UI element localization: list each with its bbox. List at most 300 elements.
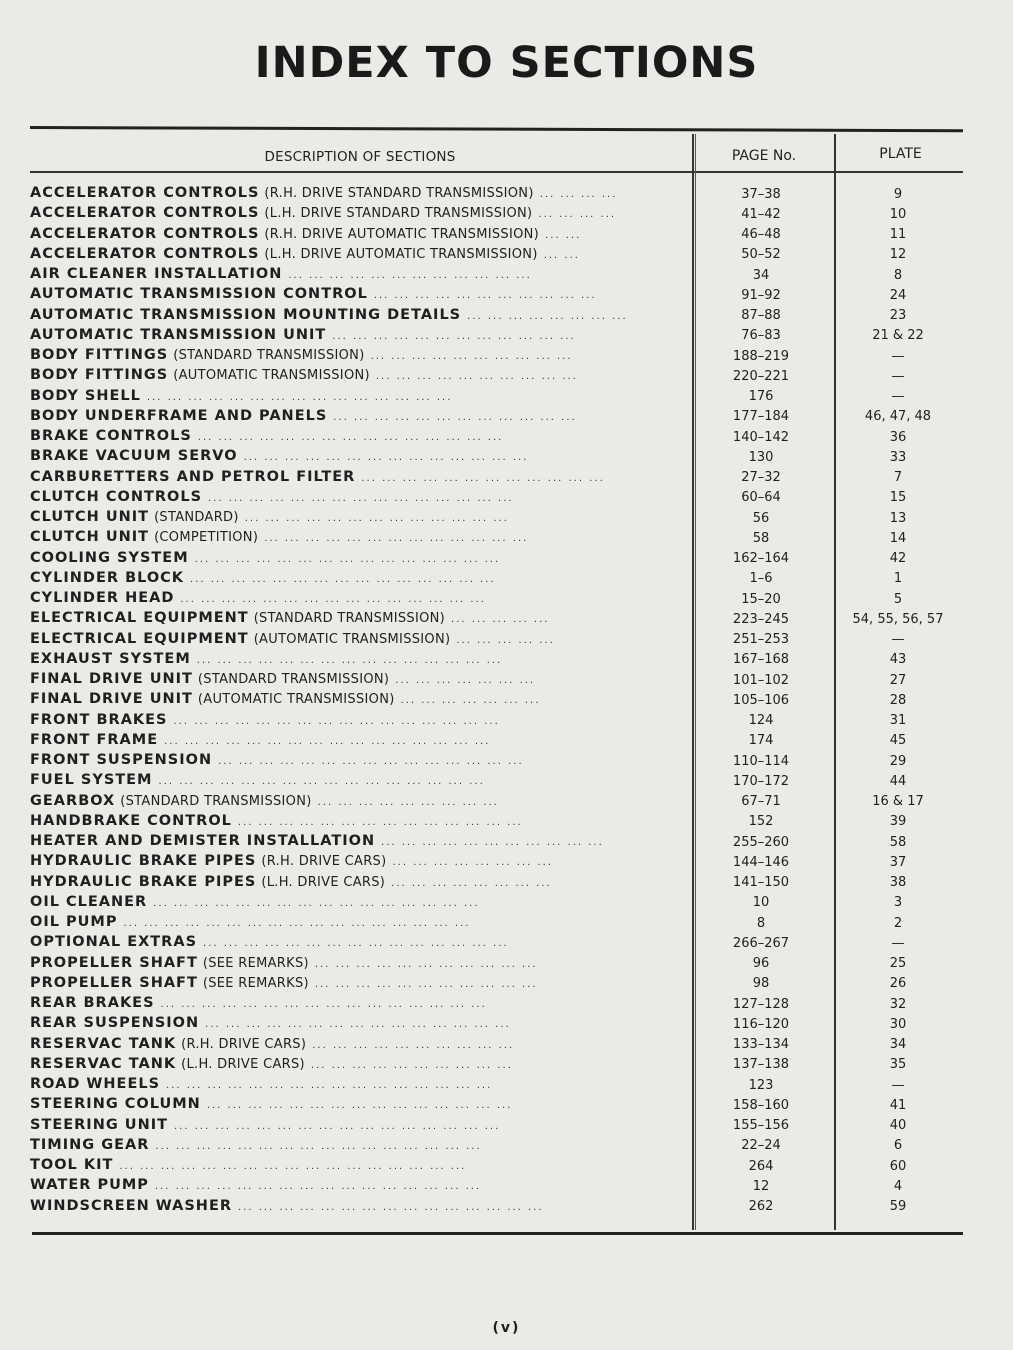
plate-number-cell: 27 [889,672,907,688]
page-number-cell: 101–102 [732,672,790,688]
table-row [30,690,963,710]
plate-number-cell: 35 [889,1057,907,1073]
section-description [30,244,690,266]
section-name: CLUTCH UNIT [30,509,150,526]
section-name: BODY SHELL [30,387,141,404]
table-row [30,933,963,953]
section-name: REAR BRAKES [30,995,155,1012]
section-description [30,811,690,833]
leader-dots: ... ... ... ... ... ... ... ... ... ... ... [314,978,538,990]
section-name: ROAD WHEELS [30,1076,161,1093]
leader-dots: ... ... ... ... ... ... ... ... ... ... ... ... ... ... [237,816,523,828]
section-name: TIMING GEAR [30,1136,150,1153]
plate-number-cell: 40 [889,1118,907,1134]
section-name: RESERVAC TANK [30,1035,177,1052]
leader-dots: ... ... ... ... ... ... ... ... ... ... [370,351,573,363]
page-number-cell: 8 [756,915,766,931]
plate-number-cell: 36 [889,429,907,445]
section-name: OIL CLEANER [30,893,148,910]
leader-dots: ... ... ... ... ... ... ... ... [467,310,628,322]
page-number-cell: 34 [752,267,770,283]
section-name: BODY FITTINGS [30,347,169,364]
leader-dots: ... ... ... ... ... ... ... ... ... ... ... ... ... ... ... ... [160,999,487,1011]
section-name: PROPELLER SHAFT [30,974,198,991]
plate-number-cell: 16 & 17 [872,794,924,810]
section-remark: (R.H. DRIVE CARS) [181,1036,307,1052]
leader-dots: ... ... ... ... ... ... ... ... ... ... ... ... ... ... ... ... [153,897,480,909]
table-row [30,994,963,1014]
section-name: CARBURETTERS AND PETROL FILTER [30,468,356,485]
section-name: WINDSCREEN WASHER [30,1197,233,1214]
section-remark: (L.H. DRIVE CARS) [181,1056,305,1072]
section-name: AIR CLEANER INSTALLATION [30,266,283,283]
section-name: STEERING UNIT [30,1116,168,1133]
section-description [30,568,690,590]
section-name: ACCELERATOR CONTROLS [30,185,260,202]
plate-number-cell: 28 [889,692,907,708]
plate-number-cell: — [891,348,905,364]
section-description [30,183,690,205]
section-name: HYDRAULIC BRAKE PIPES [30,873,257,890]
section-remark: (L.H. DRIVE CARS) [261,874,386,890]
plate-number-cell: 13 [889,510,907,526]
table-row [30,265,963,285]
table-row [30,893,963,913]
page-number-cell: 58 [752,530,770,546]
section-description [30,406,690,428]
table-row [30,225,963,245]
section-name: ACCELERATOR CONTROLS [30,245,260,262]
section-name: COOLING SYSTEM [30,549,189,566]
leader-dots: ... ... ... ... ... ... ... ... ... ... ... ... ... ... ... [238,1201,544,1213]
table-row [30,792,963,812]
leader-dots: ... ... ... ... ... ... ... ... ... ... ... ... ... [264,533,529,545]
page-number-cell: 137–138 [732,1057,790,1073]
section-description [30,689,690,711]
section-name: ACCELERATOR CONTROLS [30,205,260,222]
plate-number-cell: — [891,935,905,951]
section-description [30,548,690,570]
leader-dots: ... ... ... ... ... ... ... ... ... ... ... ... ... ... ... [180,594,486,606]
section-description [30,588,690,610]
section-description [30,953,690,975]
section-description [30,365,690,387]
leader-dots: ... ... ... ... ... ... ... ... ... ... ... [373,290,597,302]
table-row [30,245,963,265]
section-remark: (SEE REMARKS) [202,955,309,971]
section-name: HYDRAULIC BRAKE PIPES [30,853,257,870]
table-row [30,650,963,670]
table-row [30,913,963,933]
page-number-cell: 264 [748,1158,774,1174]
section-description [30,629,690,651]
plate-number-cell: 15 [889,490,907,506]
plate-number-cell: 1 [893,571,903,587]
leader-dots: ... ... ... ... ... ... ... ... ... ... ... ... [288,270,532,282]
page-number-cell: 220–221 [732,368,790,384]
page-number-cell: 177–184 [732,409,790,425]
leader-dots: ... ... ... ... ... ... ... ... ... ... ... ... ... ... ... [208,492,514,504]
leader-dots: ... ... ... ... ... ... ... ... ... ... ... ... ... ... ... ... ... [123,918,471,930]
section-name: FRONT FRAME [30,731,159,748]
section-name: FINAL DRIVE UNIT [30,671,193,688]
table-row [30,346,963,366]
page-number-cell: 50–52 [741,247,781,263]
leader-dots: ... ... ... ... ... ... ... ... ... ... ... ... ... ... ... ... [174,1120,501,1132]
plate-number-cell: 43 [889,652,907,668]
section-remark: (STANDARD TRANSMISSION) [173,348,365,364]
plate-number-cell: 29 [889,753,907,769]
plate-number-cell: 46, 47, 48 [864,409,932,425]
section-name: HEATER AND DEMISTER INSTALLATION [30,833,376,850]
section-remark: (STANDARD TRANSMISSION) [253,611,446,627]
table-row [30,771,963,791]
section-description [30,264,690,286]
leader-dots: ... ... ... ... ... ... ... ... ... ... ... ... ... ... ... [190,573,496,585]
leader-dots: ... ... ... ... ... ... ... [400,695,541,707]
section-description [30,224,690,246]
section-description [30,284,690,306]
table-row [30,1095,963,1115]
section-description [30,1054,690,1076]
table-row [30,285,963,305]
leader-dots: ... ... ... ... ... [456,634,555,646]
section-name: FRONT SUSPENSION [30,752,213,769]
plate-number-cell: 3 [893,895,903,911]
plate-number-cell: — [891,1077,905,1093]
page-number: (v) [492,1320,521,1336]
section-description [30,1135,690,1157]
table-row [30,1116,963,1136]
section-name: ELECTRICAL EQUIPMENT [30,610,249,627]
page-number-cell: 155–156 [732,1118,790,1134]
leader-dots: ... ... ... ... ... ... ... ... ... ... ... [381,837,604,849]
section-description [30,1155,690,1177]
table-row [30,468,963,488]
section-description [30,1013,690,1035]
page-number-cell: 41–42 [741,206,781,222]
section-name: HANDBRAKE CONTROL [30,812,232,829]
table-row [30,447,963,467]
section-name: GEARBOX [30,792,116,809]
leader-dots: ... ... ... ... ... ... ... ... ... ... ... ... ... ... ... [194,553,501,565]
table-row [30,306,963,326]
section-description [30,1115,690,1137]
page-number-cell: 116–120 [732,1016,790,1032]
plate-number-cell: 34 [889,1037,907,1053]
section-name: CLUTCH UNIT [30,529,150,546]
section-description [30,892,690,914]
table-row [30,812,963,832]
section-remark: (AUTOMATIC TRANSMISSION) [253,631,451,647]
page-number-cell: 98 [752,976,770,992]
section-name: OPTIONAL EXTRAS [30,934,198,951]
section-description [30,791,690,813]
section-name: BODY UNDERFRAME AND PANELS [30,407,328,424]
page-number-cell: 15–20 [741,591,781,607]
section-name: ACCELERATOR CONTROLS [30,225,260,242]
section-name: OIL PUMP [30,914,118,931]
table-header-rule [30,171,963,173]
section-description [30,507,690,529]
section-name: AUTOMATIC TRANSMISSION CONTROL [30,286,368,303]
page-number-cell: 10 [752,895,770,911]
plate-number-cell: — [891,389,905,405]
plate-number-cell: 11 [889,227,907,243]
section-remark: (R.H. DRIVE STANDARD TRANSMISSION) [264,186,534,202]
section-description [30,1175,690,1197]
section-remark: (AUTOMATIC TRANSMISSION) [197,692,395,708]
section-description [30,730,690,752]
section-remark: (L.H. DRIVE AUTOMATIC TRANSMISSION) [264,246,538,262]
page-number-cell: 170–172 [732,773,790,789]
leader-dots: ... ... ... ... ... ... ... ... ... ... ... ... ... ... ... ... ... [119,1161,467,1173]
plate-number-cell: 30 [889,1016,907,1032]
section-description [30,467,690,489]
section-description [30,203,690,225]
section-remark: (STANDARD) [154,510,239,526]
table-row [30,873,963,893]
section-description [30,608,690,630]
section-name: FRONT BRAKES [30,711,168,728]
table-row [30,670,963,690]
table-row [30,184,963,204]
leader-dots: ... ... ... ... ... ... ... ... ... ... ... ... [332,330,576,342]
section-name: BODY FITTINGS [30,367,169,384]
page-number-cell: 110–114 [732,753,790,769]
leader-dots: ... ... ... ... ... ... ... ... ... ... ... ... ... ... ... [205,1019,511,1031]
section-name: BRAKE VACUUM SERVO [30,448,238,465]
plate-number-cell: 58 [889,834,907,850]
table-row [30,1055,963,1075]
table-row [30,974,963,994]
page-number-cell: 124 [748,713,774,729]
plate-number-cell: 7 [893,470,903,486]
leader-dots: ... ... ... ... ... ... ... ... ... ... ... ... ... ... ... [196,654,503,666]
section-remark: (STANDARD TRANSMISSION) [197,672,390,688]
table-row [30,488,963,508]
page-number-cell: 46–48 [741,227,781,243]
plate-number-cell: 21 & 22 [872,328,924,344]
table-top-rule [30,126,963,132]
section-description [30,426,690,448]
plate-number-cell: 9 [893,186,903,202]
plate-number-cell: 38 [889,875,907,891]
leader-dots: ... ... ... ... ... ... ... ... ... ... [375,371,578,383]
leader-dots: ... ... ... ... ... ... ... ... ... ... ... [314,958,538,970]
leader-dots: ... ... ... ... ... ... ... ... ... ... [310,1059,513,1071]
page-number-cell: 174 [748,733,774,749]
table-row [30,549,963,569]
leader-dots: ... ... ... ... ... ... ... [395,675,536,687]
table-row [30,326,963,346]
plate-number-cell: 4 [893,1178,903,1194]
leader-dots: ... ... [545,229,582,241]
plate-number-cell: 44 [889,773,907,789]
section-description [30,912,690,934]
section-description [30,851,690,873]
leader-dots: ... ... ... ... ... ... ... ... [391,877,552,889]
section-description [30,932,690,954]
table-row [30,366,963,386]
section-description [30,487,690,509]
section-name: EXHAUST SYSTEM [30,650,191,667]
page-number-cell: 176 [748,389,774,405]
table-row [30,1035,963,1055]
plate-number-cell: 31 [889,713,907,729]
leader-dots: ... ... ... ... ... ... ... ... ... ... ... ... ... ... ... ... [155,1140,482,1152]
section-description [30,750,690,772]
leader-dots: ... ... ... ... [538,209,617,221]
page-number-cell: 60–64 [741,490,781,506]
section-name: BRAKE CONTROLS [30,428,192,445]
page-number-cell: 144–146 [732,854,790,870]
section-name: FUEL SYSTEM [30,772,153,789]
page-number-cell: 167–168 [732,652,790,668]
page-number-cell: 22–24 [741,1138,781,1154]
leader-dots: ... ... ... ... ... ... ... ... ... ... ... ... ... [244,513,509,525]
plate-number-cell: 42 [889,551,907,567]
table-row [30,630,963,650]
leader-dots: ... ... ... ... ... ... ... ... ... ... [312,1039,515,1051]
section-description [30,770,690,792]
leader-dots: ... ... ... ... ... ... ... ... ... ... ... ... ... ... ... [146,391,453,403]
page-number-cell: 1–6 [749,571,773,587]
page-number-cell: 130 [748,449,774,465]
page-number-cell: 251–253 [732,632,790,648]
leader-dots: ... ... ... ... ... ... ... ... ... ... ... ... ... ... ... ... [154,1181,482,1193]
section-name: PROPELLER SHAFT [30,954,198,971]
table-row [30,832,963,852]
plate-number-cell: 26 [889,976,907,992]
plate-number-cell: 12 [889,247,907,263]
plate-number-cell: 54, 55, 56, 57 [852,611,944,627]
section-description [30,710,690,732]
page-number-cell: 56 [752,510,770,526]
plate-number-cell: 23 [889,308,907,324]
section-remark: (COMPETITION) [154,530,259,546]
page-number-cell: 255–260 [732,834,790,850]
plate-number-cell: 41 [889,1097,907,1113]
table-row [30,1014,963,1034]
section-description [30,993,690,1015]
leader-dots: ... ... ... ... ... ... ... ... ... ... ... ... ... ... ... [218,756,524,768]
leader-dots: ... ... ... ... ... ... ... ... ... ... ... ... [333,411,577,423]
plate-number-cell: 60 [889,1158,907,1174]
plate-number-cell: 24 [889,287,907,303]
section-remark: (R.H. DRIVE CARS) [261,854,387,870]
table-row [30,711,963,731]
page-number-cell: 188–219 [732,348,790,364]
header-description: DESCRIPTION OF SECTIONS [264,149,456,165]
page-number-cell: 133–134 [732,1037,790,1053]
page-number-cell: 162–164 [732,551,790,567]
plate-number-cell: 59 [889,1199,907,1215]
plate-number-cell: 45 [889,733,907,749]
leader-dots: ... ... ... ... ... ... ... ... ... ... ... ... ... ... ... [203,938,509,950]
section-description [30,527,690,549]
table-row [30,387,963,407]
table-row [30,204,963,224]
section-name: REAR SUSPENSION [30,1015,200,1032]
page-number-cell: 140–142 [732,429,790,445]
table-bottom-rule [32,1232,963,1235]
plate-number-cell: 10 [889,206,907,222]
section-description [30,386,690,408]
page-number-cell: 123 [748,1077,774,1093]
leader-dots: ... ... ... ... ... ... ... ... ... ... ... ... ... ... [243,452,529,464]
section-description [30,649,690,671]
plate-number-cell: — [891,368,905,384]
leader-dots: ... ... ... ... ... ... ... ... ... ... ... ... ... ... ... ... [158,776,485,788]
plate-number-cell: 14 [889,530,907,546]
table-row [30,1075,963,1095]
table-row [30,407,963,427]
table-row [30,528,963,548]
page-number-cell: 152 [748,814,774,830]
page-number-cell: 27–32 [741,470,781,486]
leader-dots: ... ... ... ... ... ... ... ... ... ... ... ... ... ... ... ... [164,735,491,747]
section-name: WATER PUMP [30,1177,149,1194]
section-description [30,669,690,691]
page-number-cell: 91–92 [741,287,781,303]
page-number-cell: 76–83 [741,328,781,344]
leader-dots: ... ... ... ... ... ... ... ... ... [317,796,499,808]
plate-number-cell: 25 [889,956,907,972]
leader-dots: ... ... ... ... [539,189,618,201]
section-remark: (AUTOMATIC TRANSMISSION) [173,368,370,384]
section-description [30,1196,690,1218]
plate-number-cell: 37 [889,854,907,870]
leader-dots: ... ... ... ... ... ... ... ... ... ... ... ... ... ... ... ... [166,1080,493,1092]
table-row [30,427,963,447]
page-number-cell: 127–128 [732,996,790,1012]
section-remark: (SEE REMARKS) [202,975,309,991]
table-row [30,1136,963,1156]
section-description [30,305,690,327]
leader-dots: ... ... ... ... ... [451,614,550,626]
section-name: CLUTCH CONTROLS [30,488,203,505]
section-description [30,1034,690,1056]
section-name: STEERING COLUMN [30,1096,201,1113]
page-number-cell: 87–88 [741,308,781,324]
section-name: CYLINDER HEAD [30,590,175,607]
section-description [30,1074,690,1096]
plate-number-cell: 39 [889,814,907,830]
section-name: ELECTRICAL EQUIPMENT [30,630,249,647]
section-name: AUTOMATIC TRANSMISSION MOUNTING DETAILS [30,306,462,323]
table-row [30,1156,963,1176]
table-row [30,508,963,528]
plate-number-cell: 5 [893,591,903,607]
section-description [30,872,690,894]
table-row [30,751,963,771]
section-remark: (R.H. DRIVE AUTOMATIC TRANSMISSION) [264,226,540,242]
page-number-cell: 158–160 [732,1097,790,1113]
page-number-cell: 37–38 [741,186,781,202]
section-description [30,446,690,468]
header-page-no: PAGE No. [731,148,797,164]
plate-number-cell: 8 [893,267,903,283]
leader-dots: ... ... ... ... ... ... ... ... ... ... ... ... [361,472,605,484]
page-number-cell: 96 [752,956,770,972]
index-table-body [30,184,963,1217]
section-name: AUTOMATIC TRANSMISSION UNIT [30,326,327,343]
plate-number-cell: 33 [889,449,907,465]
table-row [30,954,963,974]
section-description [30,1094,690,1116]
section-remark: (L.H. DRIVE STANDARD TRANSMISSION) [264,206,533,222]
